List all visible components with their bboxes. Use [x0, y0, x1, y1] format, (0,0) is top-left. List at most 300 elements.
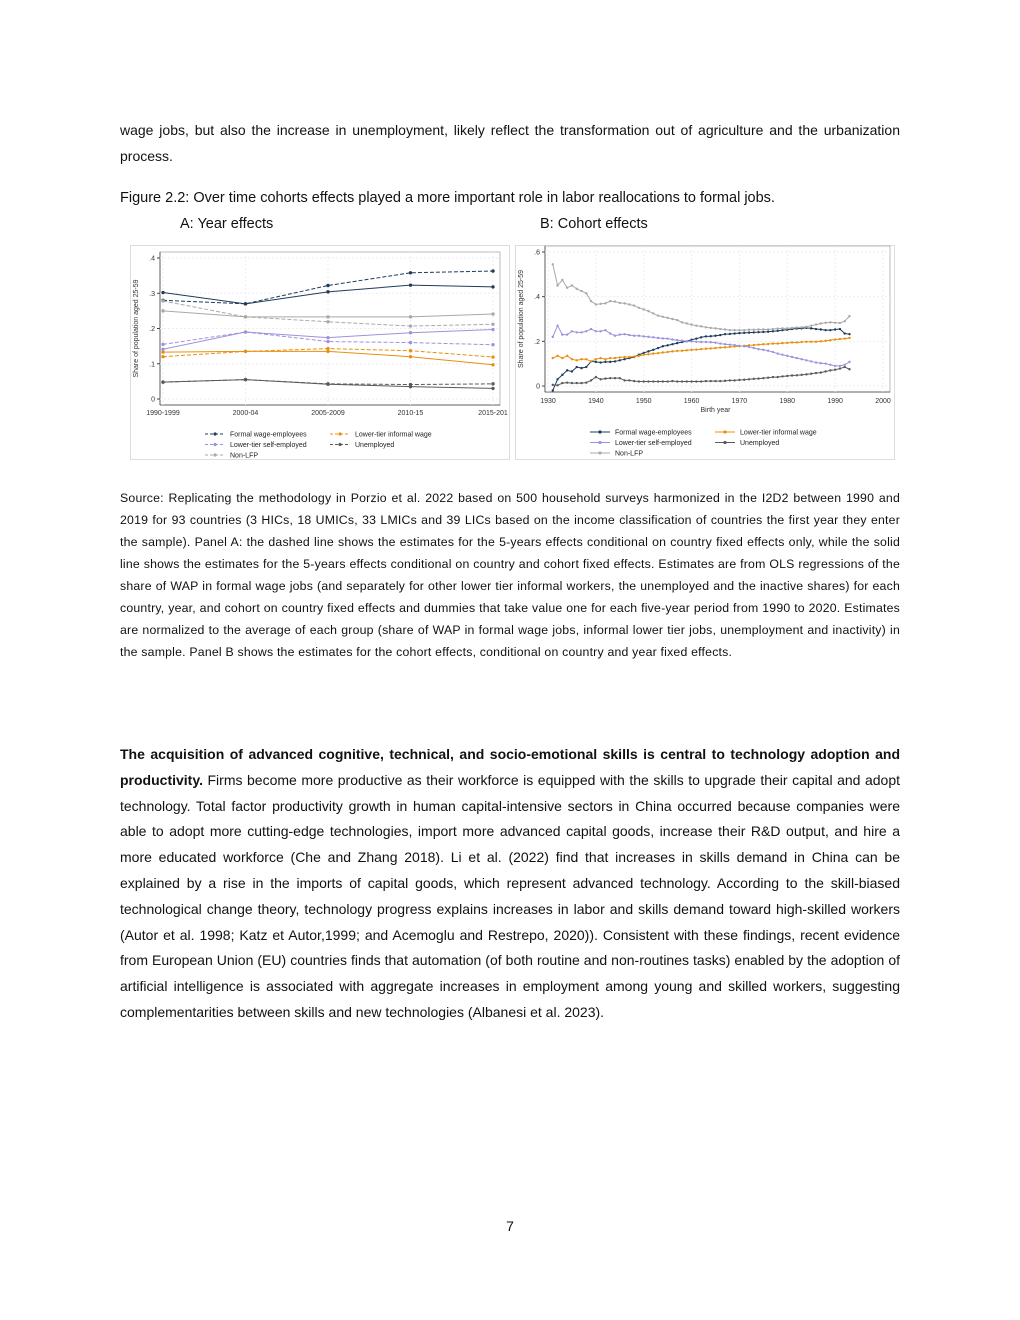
data-point-informal: [834, 338, 836, 340]
data-point-formal: [609, 361, 611, 363]
data-point-unemployed: [244, 378, 247, 381]
data-point-informal: [633, 355, 635, 357]
data-point-nonlfp: [686, 322, 688, 324]
data-point-self: [571, 330, 573, 332]
data-point-nonlfp: [743, 329, 745, 331]
data-point-self: [662, 337, 664, 339]
data-point-formal: [815, 328, 817, 330]
data-point-self: [820, 362, 822, 364]
data-point-nonlfp: [161, 299, 164, 302]
data-point-informal: [657, 352, 659, 354]
data-point-self: [491, 328, 494, 331]
data-point-formal: [810, 327, 812, 329]
data-point-self: [628, 334, 630, 336]
data-point-unemployed: [590, 379, 592, 381]
data-point-self: [810, 360, 812, 362]
data-point-unemployed: [561, 382, 563, 384]
data-point-nonlfp: [738, 329, 740, 331]
x-tick-label: 1980: [779, 398, 796, 405]
legend-label-self: Lower-tier self-employed: [615, 440, 692, 447]
legend-marker-unemployed: [723, 441, 726, 444]
data-point-unemployed: [619, 377, 621, 379]
panel-b-title: B: Cohort effects: [540, 216, 648, 232]
data-point-unemployed: [848, 368, 850, 370]
data-point-formal: [844, 332, 846, 334]
data-point-formal: [666, 344, 668, 346]
data-point-informal: [753, 344, 755, 346]
data-point-informal: [666, 351, 668, 353]
data-point-informal: [676, 350, 678, 352]
x-axis-label: Birth year: [700, 407, 731, 414]
data-point-unemployed: [556, 384, 558, 386]
data-point-unemployed: [705, 380, 707, 382]
data-point-self: [700, 341, 702, 343]
data-point-self: [638, 335, 640, 337]
data-point-nonlfp: [638, 307, 640, 309]
data-point-informal: [839, 338, 841, 340]
data-point-unemployed: [614, 377, 616, 379]
data-point-self: [566, 333, 568, 335]
data-point-formal: [614, 360, 616, 362]
data-point-nonlfp: [839, 322, 841, 324]
data-point-formal: [762, 331, 764, 333]
data-point-self: [161, 343, 164, 346]
data-point-informal: [662, 351, 664, 353]
data-point-informal: [786, 342, 788, 344]
data-point-formal: [676, 342, 678, 344]
data-point-nonlfp: [161, 309, 164, 312]
y-tick-label: .2: [534, 338, 540, 346]
data-point-self: [580, 331, 582, 333]
data-point-informal: [491, 355, 494, 358]
data-point-formal: [604, 361, 606, 363]
data-point-unemployed: [662, 380, 664, 382]
data-point-unemployed: [652, 380, 654, 382]
data-point-nonlfp: [748, 329, 750, 331]
data-point-formal: [552, 389, 554, 391]
data-point-formal: [561, 374, 563, 376]
data-point-unemployed: [844, 366, 846, 368]
data-point-informal: [491, 363, 494, 366]
data-point-unemployed: [681, 380, 683, 382]
data-point-nonlfp: [848, 315, 850, 317]
data-point-nonlfp: [724, 328, 726, 330]
data-point-informal: [638, 355, 640, 357]
legend-label-informal: Lower-tier informal wage: [355, 431, 432, 439]
data-point-unemployed: [762, 377, 764, 379]
data-point-informal: [690, 349, 692, 351]
data-point-formal: [671, 343, 673, 345]
legend-marker-formal: [598, 430, 601, 433]
data-point-nonlfp: [623, 302, 625, 304]
data-point-self: [767, 350, 769, 352]
data-point-nonlfp: [647, 310, 649, 312]
data-point-self: [781, 354, 783, 356]
data-point-self: [681, 339, 683, 341]
data-point-self: [848, 361, 850, 363]
data-point-nonlfp: [244, 315, 247, 318]
data-point-unemployed: [491, 387, 494, 390]
data-point-unemployed: [609, 377, 611, 379]
data-point-unemployed: [824, 370, 826, 372]
data-point-self: [676, 339, 678, 341]
data-point-informal: [800, 341, 802, 343]
data-point-unemployed: [719, 380, 721, 382]
data-point-formal: [652, 349, 654, 351]
data-point-informal: [791, 341, 793, 343]
data-point-formal: [733, 332, 735, 334]
data-point-unemployed: [599, 378, 601, 380]
data-point-unemployed: [820, 371, 822, 373]
data-point-unemployed: [757, 377, 759, 379]
data-point-unemployed: [595, 376, 597, 378]
data-point-unemployed: [729, 379, 731, 381]
data-point-self: [690, 340, 692, 342]
y-tick-label: 0: [536, 383, 540, 391]
data-point-informal: [614, 357, 616, 359]
data-point-nonlfp: [643, 308, 645, 310]
data-point-unemployed: [781, 375, 783, 377]
x-tick-label: 1970: [731, 398, 748, 405]
legend-label-unemployed: Unemployed: [740, 440, 780, 447]
data-point-nonlfp: [552, 263, 554, 265]
data-point-informal: [643, 354, 645, 356]
data-point-formal: [657, 347, 659, 349]
x-tick-label: 1990: [827, 398, 843, 405]
data-point-nonlfp: [585, 292, 587, 294]
legend-label-formal: Formal wage-employees: [230, 431, 307, 439]
data-point-nonlfp: [710, 327, 712, 329]
data-point-self: [614, 335, 616, 337]
data-point-informal: [705, 348, 707, 350]
data-point-nonlfp: [595, 303, 597, 305]
data-point-nonlfp: [676, 319, 678, 321]
data-point-unemployed: [671, 380, 673, 382]
data-point-self: [824, 362, 826, 364]
data-point-self: [623, 333, 625, 335]
data-point-nonlfp: [733, 329, 735, 331]
data-point-informal: [820, 340, 822, 342]
data-point-nonlfp: [590, 300, 592, 302]
data-point-nonlfp: [781, 327, 783, 329]
data-point-unemployed: [571, 382, 573, 384]
data-point-self: [772, 351, 774, 353]
x-tick-label: 1990-1999: [146, 410, 180, 417]
data-point-informal: [686, 349, 688, 351]
data-point-self: [791, 356, 793, 358]
data-point-self: [326, 340, 329, 343]
data-point-self: [777, 352, 779, 354]
data-point-formal: [724, 333, 726, 335]
data-point-nonlfp: [757, 328, 759, 330]
data-point-informal: [556, 355, 558, 357]
data-point-unemployed: [796, 374, 798, 376]
data-point-self: [829, 364, 831, 366]
data-point-informal: [161, 355, 164, 358]
data-point-self: [647, 336, 649, 338]
data-point-formal: [244, 302, 247, 305]
data-point-informal: [805, 341, 807, 343]
y-tick-label: .4: [149, 255, 155, 263]
data-point-unemployed: [326, 382, 329, 385]
data-point-self: [738, 345, 740, 347]
data-point-nonlfp: [820, 322, 822, 324]
body-text: Firms become more productive as their workforce is equipped with the skills to upgrade their capital and adopt technology. Total factor productivity growth in human capital-intensive sectors in China occurred because companies were able to adopt more cutting-edge technologies, import more advanced capital goods, increase their R&D output, and hire a more educated workforce (Che and Zhang 2018). Li et al. (2022) find that increases in skills demand in China can be explained by a rise in the imports of capital goods, which represent advanced technology. According to the skill-biased technological change theory, technology progress explains increases in labor and skills demand toward high-skilled workers (Autor et al. 1998; Katz et Autor,1999; and Acemoglu and Restrepo, 2020)). Consistent with these findings, recent evidence from European Union (EU) countries finds that automation (of both routine and non-routines tasks) enabled by the adoption of artificial intelligence is associated with aggregate increases in employment among young and skilled workers, suggesting complementarities between skills and new technologies (Albanesi et al. 2023).: [120, 771, 900, 1020]
data-point-formal: [595, 361, 597, 363]
figure-caption: Figure 2.2: Over time cohorts effects played a more important role in labor reallocations to formal jobs.: [120, 190, 775, 206]
data-point-formal: [772, 330, 774, 332]
data-point-formal: [738, 332, 740, 334]
data-point-informal: [652, 352, 654, 354]
panel-a-title: A: Year effects: [180, 216, 274, 232]
data-point-nonlfp: [791, 327, 793, 329]
data-point-self: [657, 337, 659, 339]
data-point-formal: [719, 334, 721, 336]
x-tick-label: 2000: [875, 398, 891, 405]
data-point-nonlfp: [609, 300, 611, 302]
data-point-unemployed: [805, 373, 807, 375]
data-point-unemployed: [695, 380, 697, 382]
data-point-unemployed: [829, 369, 831, 371]
data-point-formal: [748, 331, 750, 333]
data-point-nonlfp: [834, 322, 836, 324]
x-tick-label: 1950: [635, 398, 652, 405]
data-point-informal: [719, 346, 721, 348]
x-tick-label: 2010-15: [397, 410, 424, 417]
chart-a-svg: [130, 245, 510, 460]
x-tick-label: 2015-201: [478, 410, 508, 417]
data-point-nonlfp: [566, 287, 568, 289]
data-point-nonlfp: [705, 326, 707, 328]
data-point-nonlfp: [671, 318, 673, 320]
data-point-self: [599, 330, 601, 332]
data-point-formal: [326, 290, 329, 293]
data-point-informal: [244, 350, 247, 353]
data-point-nonlfp: [824, 322, 826, 324]
y-tick-label: .1: [149, 361, 155, 369]
data-point-formal: [753, 331, 755, 333]
data-point-formal: [710, 335, 712, 337]
data-point-informal: [647, 353, 649, 355]
data-point-nonlfp: [714, 327, 716, 329]
data-point-informal: [781, 342, 783, 344]
x-tick-label: 1930: [540, 398, 556, 405]
data-point-nonlfp: [326, 315, 329, 318]
data-point-unemployed: [714, 380, 716, 382]
data-point-informal: [700, 348, 702, 350]
data-point-self: [729, 343, 731, 345]
data-point-self: [604, 329, 606, 331]
y-tick-label: 0: [151, 396, 155, 404]
data-point-self: [686, 340, 688, 342]
x-tick-label: 1940: [588, 398, 604, 405]
data-point-formal: [777, 330, 779, 332]
data-point-self: [815, 361, 817, 363]
data-point-informal: [561, 357, 563, 359]
data-point-nonlfp: [753, 329, 755, 331]
data-point-formal: [619, 359, 621, 361]
data-point-unemployed: [643, 380, 645, 382]
legend-marker-self: [598, 441, 601, 444]
data-point-nonlfp: [810, 325, 812, 327]
source-note: Source: Replicating the methodology in Porzio et al. 2022 based on 500 household surveys harmonized in the I2D2 between 1990 and 2019 for 93 countries (3 HICs, 18 UMICs, 33 LMICs and 39 LICs based on the income classification of countries the first year they enter the sample). Panel A: the dashed line shows the estimates for the 5-years effects conditional on country fixed effects only, while the solid line shows the estimates for the 5-years effects conditional on country and cohort fixed effects. Estimates are from OLS regressions of the share of WAP in formal wage jobs (and separately for other lower tier informal workers, the unemployed and the inactive shares) for each country, year, and cohort on country fixed effects and dummies that take value one for each five-year period from 1990 to 2020. Estimates are normalized to the average of each group (share of WAP in formal wage jobs, informal lower tier jobs, unemployment and inactivity) in the sample. Panel B shows the estimates for the cohort effects, conditional on country and year fixed effects.: [120, 491, 900, 659]
data-point-formal: [161, 291, 164, 294]
legend-label-unemployed: Unemployed: [355, 442, 395, 449]
data-point-self: [633, 335, 635, 337]
data-point-formal: [757, 331, 759, 333]
data-point-formal: [409, 283, 412, 286]
data-point-nonlfp: [662, 316, 664, 318]
data-point-unemployed: [666, 380, 668, 382]
data-point-self: [643, 335, 645, 337]
chart-b-svg: [515, 245, 895, 460]
data-point-self: [710, 341, 712, 343]
data-point-self: [762, 349, 764, 351]
data-point-informal: [604, 358, 606, 360]
data-point-informal: [590, 360, 592, 362]
data-point-self: [695, 341, 697, 343]
data-point-unemployed: [786, 375, 788, 377]
data-point-informal: [777, 342, 779, 344]
data-point-unemployed: [777, 376, 779, 378]
data-point-self: [733, 344, 735, 346]
data-point-unemployed: [585, 381, 587, 383]
data-point-informal: [844, 337, 846, 339]
data-point-nonlfp: [829, 321, 831, 323]
data-point-unemployed: [628, 379, 630, 381]
legend-marker-formal: [213, 432, 216, 435]
data-point-formal: [705, 335, 707, 337]
data-point-formal: [714, 335, 716, 337]
data-point-formal: [829, 329, 831, 331]
data-point-informal: [810, 341, 812, 343]
data-point-unemployed: [810, 373, 812, 375]
data-point-formal: [647, 350, 649, 352]
data-point-informal: [409, 355, 412, 358]
data-point-nonlfp: [772, 328, 774, 330]
data-point-self: [743, 345, 745, 347]
data-point-informal: [724, 346, 726, 348]
data-point-nonlfp: [690, 323, 692, 325]
data-point-self: [244, 330, 247, 333]
data-point-unemployed: [767, 377, 769, 379]
data-point-unemployed: [733, 379, 735, 381]
data-point-unemployed: [686, 380, 688, 382]
data-point-formal: [491, 269, 494, 272]
data-point-formal: [623, 358, 625, 360]
data-point-nonlfp: [844, 320, 846, 322]
legend-label-self: Lower-tier self-employed: [230, 442, 307, 449]
data-point-nonlfp: [800, 326, 802, 328]
data-point-unemployed: [638, 380, 640, 382]
data-point-self: [552, 336, 554, 338]
data-point-formal: [491, 285, 494, 288]
data-point-self: [609, 332, 611, 334]
data-point-informal: [824, 340, 826, 342]
data-point-nonlfp: [805, 326, 807, 328]
data-point-formal: [834, 328, 836, 330]
data-point-nonlfp: [409, 324, 412, 327]
data-point-self: [844, 364, 846, 366]
data-point-self: [834, 365, 836, 367]
data-point-informal: [326, 350, 329, 353]
data-point-nonlfp: [666, 317, 668, 319]
data-point-self: [671, 338, 673, 340]
data-point-formal: [580, 367, 582, 369]
data-point-nonlfp: [561, 279, 563, 281]
data-point-self: [561, 333, 563, 335]
intro-paragraph: wage jobs, but also the increase in unemployment, likely reflect the transformation out of agriculture and the urbanization process.: [120, 122, 900, 164]
data-point-self: [161, 348, 164, 351]
data-point-nonlfp: [786, 327, 788, 329]
data-point-unemployed: [604, 377, 606, 379]
data-point-nonlfp: [657, 314, 659, 316]
data-point-self: [409, 341, 412, 344]
data-point-unemployed: [834, 368, 836, 370]
data-point-formal: [695, 337, 697, 339]
data-point-self: [619, 333, 621, 335]
data-point-formal: [700, 336, 702, 338]
data-point-informal: [595, 358, 597, 360]
data-point-self: [556, 325, 558, 327]
data-point-informal: [599, 357, 601, 359]
page-number: 7: [506, 1218, 514, 1234]
data-point-formal: [585, 366, 587, 368]
data-point-nonlfp: [796, 326, 798, 328]
data-point-informal: [571, 358, 573, 360]
data-point-nonlfp: [628, 303, 630, 305]
legend-marker-nonlfp: [598, 451, 601, 454]
data-point-nonlfp: [729, 329, 731, 331]
data-point-nonlfp: [604, 302, 606, 304]
data-point-informal: [714, 347, 716, 349]
legend-label-nonlfp: Non-LFP: [230, 452, 259, 460]
data-point-self: [796, 357, 798, 359]
legend-label-formal: Formal wage-employees: [615, 429, 692, 437]
data-point-self: [491, 343, 494, 346]
data-point-formal: [576, 366, 578, 368]
data-point-informal: [566, 355, 568, 357]
data-point-informal: [757, 343, 759, 345]
data-point-informal: [409, 349, 412, 352]
data-point-formal: [326, 284, 329, 287]
data-point-unemployed: [753, 378, 755, 380]
data-point-informal: [695, 348, 697, 350]
data-point-informal: [848, 337, 850, 339]
data-point-informal: [762, 343, 764, 345]
data-point-informal: [576, 359, 578, 361]
data-point-unemployed: [772, 376, 774, 378]
data-point-informal: [681, 350, 683, 352]
data-point-formal: [824, 329, 826, 331]
data-point-unemployed: [580, 382, 582, 384]
data-point-self: [753, 347, 755, 349]
data-point-unemployed: [690, 380, 692, 382]
legend-label-informal: Lower-tier informal wage: [740, 429, 817, 437]
data-point-formal: [599, 361, 601, 363]
data-point-self: [409, 331, 412, 334]
legend-marker-nonlfp: [213, 453, 216, 456]
data-point-informal: [580, 358, 582, 360]
data-point-nonlfp: [326, 320, 329, 323]
data-point-nonlfp: [815, 323, 817, 325]
data-point-nonlfp: [762, 328, 764, 330]
body-paragraph: [120, 742, 900, 1026]
data-point-self: [800, 358, 802, 360]
data-point-self: [652, 336, 654, 338]
data-point-unemployed: [623, 379, 625, 381]
data-point-self: [748, 346, 750, 348]
